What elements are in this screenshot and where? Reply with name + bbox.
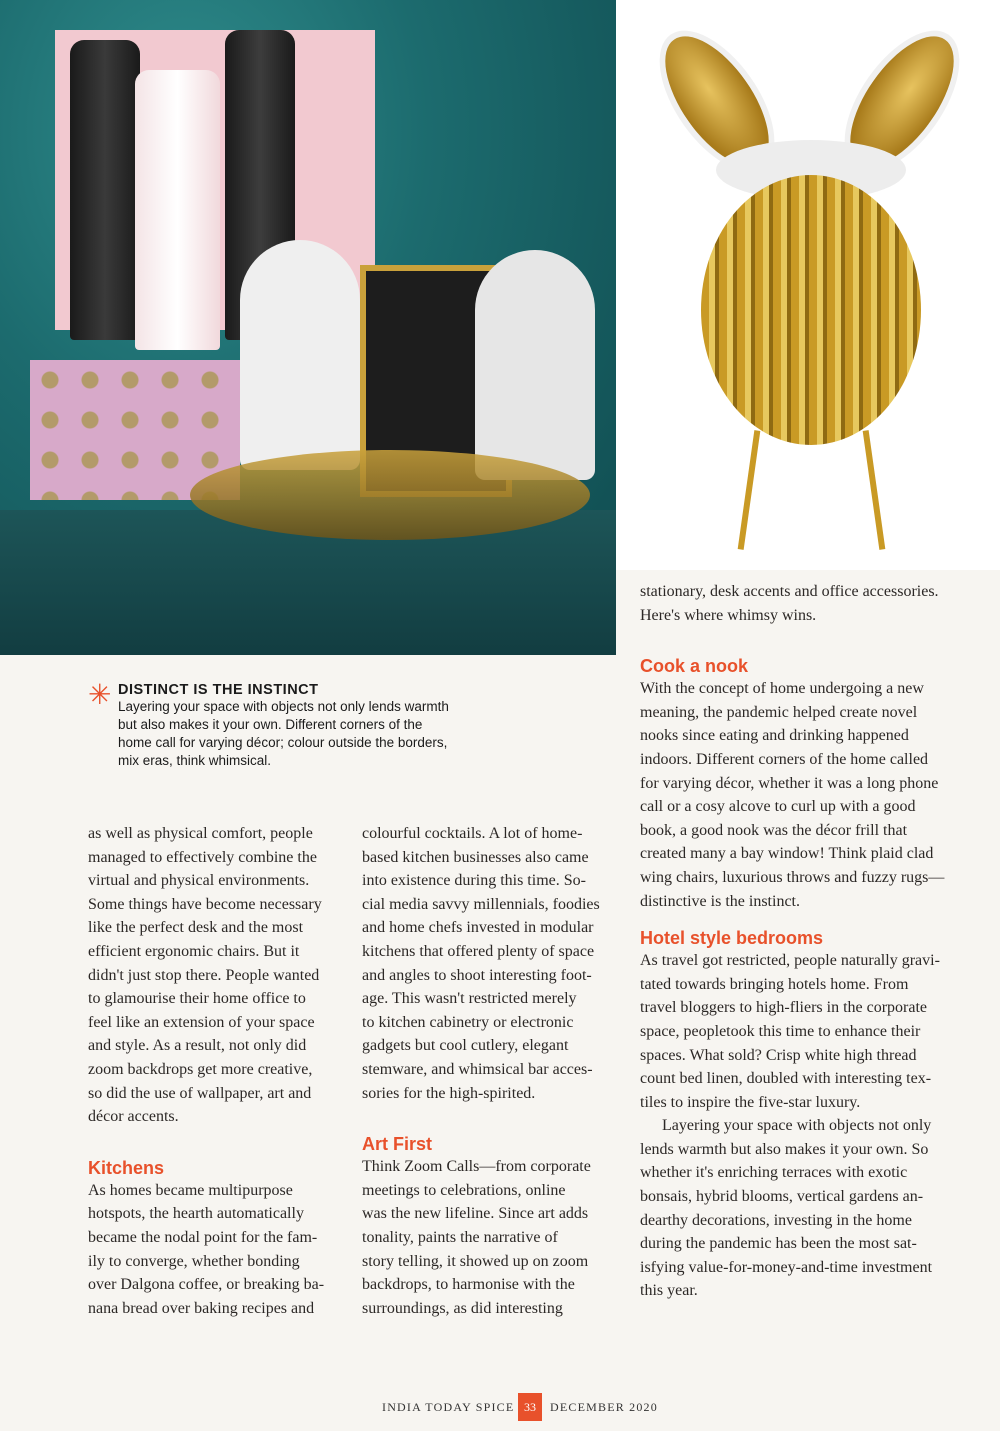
- gold-tray: [190, 450, 590, 540]
- liqueur-bottle: [135, 70, 220, 350]
- page-footer: [382, 1393, 682, 1421]
- column-1: [88, 822, 343, 1320]
- cabinet-leg: [863, 430, 886, 550]
- caption-text: [118, 698, 508, 770]
- champagne-bottle: [70, 40, 140, 340]
- column-2: [362, 822, 617, 1320]
- side-photo: [616, 0, 1000, 570]
- caption-title: DISTINCT IS THE INSTINCT: [118, 682, 319, 698]
- cat-bust-statue: [240, 240, 360, 470]
- section-heading-art-first: Art First: [362, 1134, 433, 1155]
- paragraph: As homes became multipurpose hotspots, the hearth automatically became the nodal point for the fam- ily to converge, whether bonding over Dalgona coffee, or breaking ba- nana bread over baking recipes and: [88, 1181, 325, 1317]
- paragraph: Think Zoom Calls—from corporate meetings to celebrations, online was the new lifeline. Since art adds tonality, paints the narrative of story telling, it showed up on zoom backdrops, to harmonise with the surroundings, as did interesting: [362, 1158, 591, 1317]
- section-heading-cook-a-nook: Cook a nook: [640, 656, 749, 677]
- paragraph: Layering your space with objects not only: [662, 1117, 932, 1135]
- caption-line: home call for varying décor; colour outside the borders,: [118, 735, 448, 750]
- page-number: 33: [518, 1393, 542, 1421]
- paragraph: lends warmth but also makes it your own. So whether it's enriching terraces with exotic bonsais, hybrid blooms, vertical gardens an- dearthy decorations, investing in the home during the pandemic has been the most sat- isfying value-for-money-and-time investment this year.: [640, 1140, 933, 1300]
- cabinet-leg: [738, 430, 761, 550]
- issue-date: DECEMBER 2020: [550, 1400, 658, 1414]
- gold-cabinet: [701, 175, 921, 445]
- main-photo: [0, 0, 616, 655]
- paragraph: As travel got restricted, people naturally gravi- tated towards bringing hotels home. From travel bloggers to high-fliers in the corporate space, peopletook this time to enhance their spaces. What sold? Crisp white high thread count bed linen, doubled with interesting tex- tiles to inspire the five-star luxury.: [640, 952, 940, 1111]
- caption-line: mix eras, think whimsical.: [118, 753, 272, 768]
- bird-bust-statue: [475, 250, 595, 480]
- magazine-name: INDIA TODAY SPICE: [382, 1400, 515, 1414]
- asterisk-icon: ✳: [88, 679, 112, 710]
- paragraph: as well as physical comfort, people managed to effectively combine the virtual and physical environments. Some things have become necessary like the perfect desk and the most efficient ergonomic chairs. But it didn't just stop there. People wanted to glamourise their home office to feel like an extension of your space and style. As a result, not only did zoom backdrops get more creative, so did the use of wallpaper, art and décor accents.: [88, 825, 322, 1126]
- caption-line: Layering your space with objects not only lends warmth: [118, 699, 449, 714]
- section-heading-hotel-style-bedrooms: Hotel style bedrooms: [640, 928, 824, 949]
- caption-line: but also makes it your own. Different corners of the: [118, 717, 423, 732]
- paragraph: stationary, desk accents and office accessories. Here's where whimsy wins.: [640, 583, 939, 624]
- paragraph: With the concept of home undergoing a new meaning, the pandemic helped create novel nooks since eating and drinking happened indoors. Different corners of the home called for varying décor, whether it was a long phone call or a cosy alcove to curl up with a good book, a good nook was the décor frill that created many a bay window! Think plaid clad wing chairs, luxurious throws and fuzzy rugs— distinctive is the instinct.: [640, 680, 945, 910]
- column-3: [640, 580, 960, 1303]
- section-heading-kitchens: Kitchens: [88, 1157, 165, 1178]
- photo-caption: [88, 679, 508, 770]
- paragraph: colourful cocktails. A lot of home- based kitchen businesses also came into existence during this time. So- cial media savvy millennials, foodies and home chefs invested in modular kitchens that offered plenty of space and angles to shoot interesting foot- age. This wasn't restricted merely to kitchen cabinetry or electronic gadgets but cool cutlery, elegant stemware, and whimsical bar acces- sories for the high-spirited.: [362, 825, 600, 1102]
